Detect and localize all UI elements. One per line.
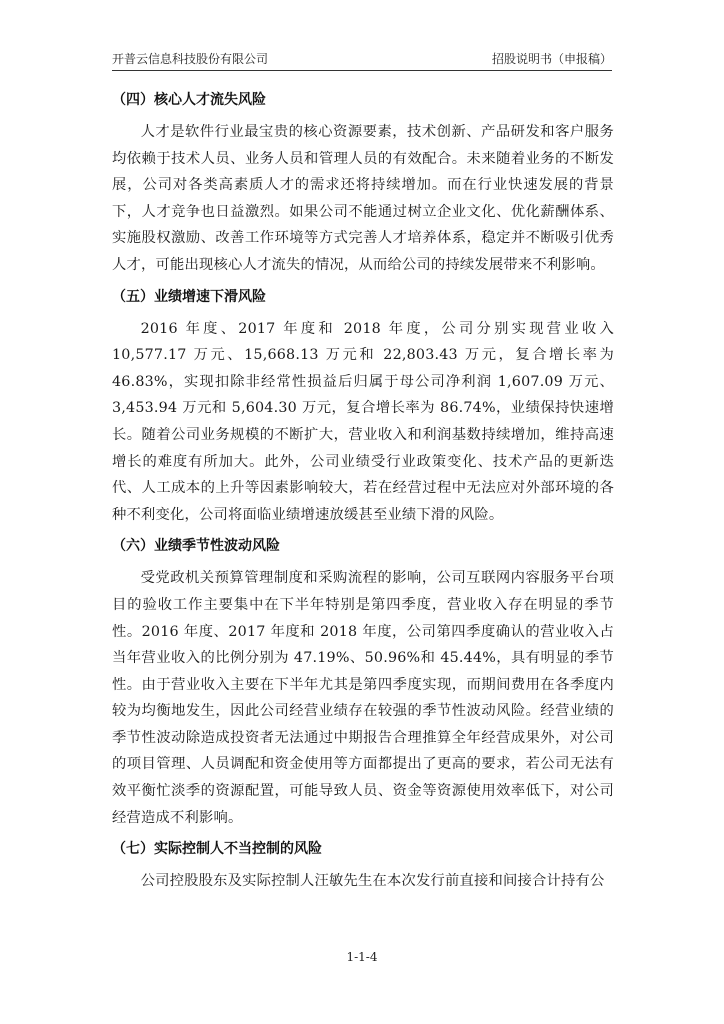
section-growth-slowdown xyxy=(112,287,614,529)
document-body xyxy=(112,84,614,903)
page-header xyxy=(112,50,612,68)
section-heading: （五）业绩增速下滑风险 xyxy=(112,288,266,305)
section-paragraph: 人才是软件行业最宝贵的核心资源要素，技术创新、产品研发和客户服务均依赖于技术人员、业务人员和管理人员的有效配合。未来随着业务的不断发展，公司对各类高素质人才的需求还将持续增加。而在行业快速发展的背景下，人才竞争也日益激烈。如果公司不能通过树立企业文化、优化薪酬体系、实施股权激励、改善工作环境等方式完善人才培养体系，稳定并不断吸引优秀人才，可能出现核心人才流失的情况，从而给公司的持续发展带来不利影响。 xyxy=(112,124,614,273)
page-number: 1-1-4 xyxy=(346,950,378,964)
section-core-talent-loss xyxy=(112,90,614,279)
header-document-type: 招股说明书（申报稿） xyxy=(491,52,612,66)
header-divider xyxy=(112,70,612,71)
section-seasonal-fluctuation xyxy=(112,536,614,831)
section-heading: （四）核心人才流失风险 xyxy=(112,92,266,108)
section-paragraph: 受党政机关预算管理制度和采购流程的影响，公司互联网内容服务平台项目的验收工作主要集中在下半年特别是第四季度，营业收入存在明显的季节性。2016 年度、2017 年度和 2018 年度，公司第四季度确认的营业收入占当年营业收入的比例分别为 47.19%、50.96%和 45.44%，具有明显的季节性。由于营业收入主要在下半年尤其是第四季度实现，而期间费用在各季度内较为均衡地发生，因此公司经营业绩存在较强的季节性波动风险。经营业绩的季节性波动除造成投资者无法通过中期报告合理推算全年经营成果外，对公司的项目管理、人员调配和资金使用等方面都提出了更高的要求，若公司无法有效平衡忙淡季的资源配置，可能导致人员、资金等资源使用效率低下，对公司经营造成不利影响。 xyxy=(112,570,614,826)
section-controller-risk xyxy=(112,839,614,895)
section-paragraph: 2016 年度、2017 年度和 2018 年度，公司分别实现营业收入 10,577.17 万元、15,668.13 万元和 22,803.43 万元，复合增长率为 46.83%，实现扣除非经常性损益后归属于母公司净利润 1,607.09 万元、3,453.94 万元和 5,604.30 万元，复合增长率为 86.74%，业绩保持快速增长。随着公司业务规模的不断扩大，营业收入和利润基数持续增加，维持高速增长的难度有所加大。此外，公司业绩受行业政策变化、技术产品的更新迭代、人工成本的上升等因素影响较大，若在经营过程中无法应对外部环境的各种不利变化，公司将面临业绩增速放缓甚至业绩下滑的风险。 xyxy=(112,320,614,523)
header-company-name: 开普云信息科技股份有限公司 xyxy=(112,52,269,66)
section-heading: （七）实际控制人不当控制的风险 xyxy=(112,841,322,858)
section-heading: （六）业绩季节性波动风险 xyxy=(112,538,280,555)
section-paragraph: 公司控股股东及实际控制人汪敏先生在本次发行前直接和间接合计持有公 xyxy=(140,873,605,890)
